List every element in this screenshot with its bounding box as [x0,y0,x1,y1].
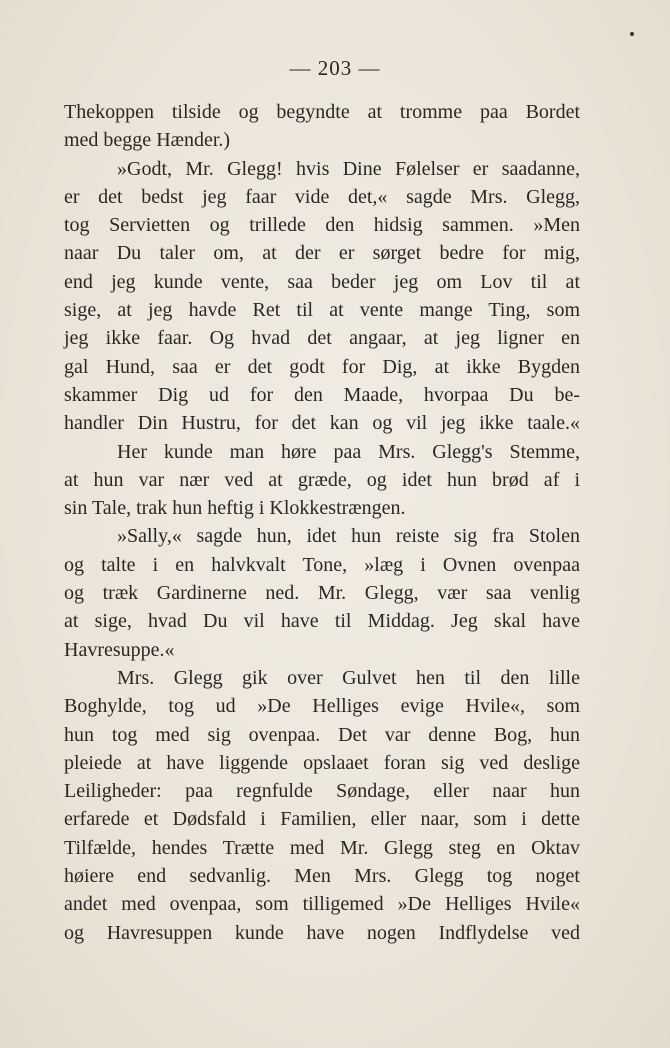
text-line: jeg ikke faar. Og hvad det angaar, at jeg ligner en [64,327,580,350]
text-line: hun tog med sig ovenpaa. Det var denne Bog, hun [64,723,580,746]
text-line: er det bedst jeg faar vide det,« sagde Mrs. Glegg, [64,185,580,208]
text-line: Tilfælde, hendes Trætte med Mr. Glegg steg en Oktav [64,836,580,859]
text-line: andet med ovenpaa, som tilligemed »De Helliges Hvile« [64,893,580,916]
text-line: at sige, hvad Du vil have til Middag. Jeg skal have [64,610,580,633]
text-line: med begge Hænder.) [64,129,231,152]
text-line: erfarede et Dødsfald i Familien, eller naar, som i dette [64,808,580,831]
text-line: naar Du taler om, at der er sørget bedre for mig, [64,242,580,265]
text-line: høiere end sedvanlig. Men Mrs. Glegg tog noget [64,865,580,888]
text-line: »Sally,« sagde hun, idet hun reiste sig fra Stolen [117,525,580,548]
text-line: Boghylde, tog ud »De Helliges evige Hvile«, som [64,695,580,718]
text-line: Leiligheder: paa regnfulde Søndage, eller naar hun [64,780,580,803]
text-line: tog Servietten og trillede den hidsig sammen. »Men [64,214,580,237]
text-line: skammer Dig ud for den Maade, hvorpaa Du be- [64,383,580,406]
text-line: handler Din Hustru, for det kan og vil jeg ikke taale.« [64,412,580,435]
text-line: Mrs. Glegg gik over Gulvet hen til den lille [117,666,580,689]
text-line: »Godt, Mr. Glegg! hvis Dine Følelser er saadanne, [117,157,580,180]
text-line: gal Hund, saa er det godt for Dig, at ikke Bygden [64,355,580,378]
body-text [64,98,580,947]
text-line: sige, at jeg havde Ret til at vente mange Ting, som [64,299,580,322]
text-line: Thekoppen tilside og begyndte at tromme paa Bordet [64,101,580,123]
text-line: Havresuppe.« [64,638,175,661]
text-line: sin Tale, trak hun heftig i Klokkestrængen. [64,497,406,520]
text-line: og talte i en halvkvalt Tone, »læg i Ovnen ovenpaa [64,553,580,576]
text-line: og Havresuppen kunde have nogen Indflydelse ved [64,921,580,944]
page-number: — 203 — [289,56,381,80]
text-line: og træk Gardinerne ned. Mr. Glegg, vær saa venlig [64,582,580,605]
text-line: end jeg kunde vente, saa beder jeg om Lov til at [64,270,580,293]
text-line: pleiede at have liggende opslaaet foran sig ved deslige [64,751,580,774]
text-line: at hun var nær ved at græde, og idet hun brød af i [64,468,580,491]
text-line: Her kunde man høre paa Mrs. Glegg's Stemme, [117,440,580,463]
ink-speck [630,32,634,36]
